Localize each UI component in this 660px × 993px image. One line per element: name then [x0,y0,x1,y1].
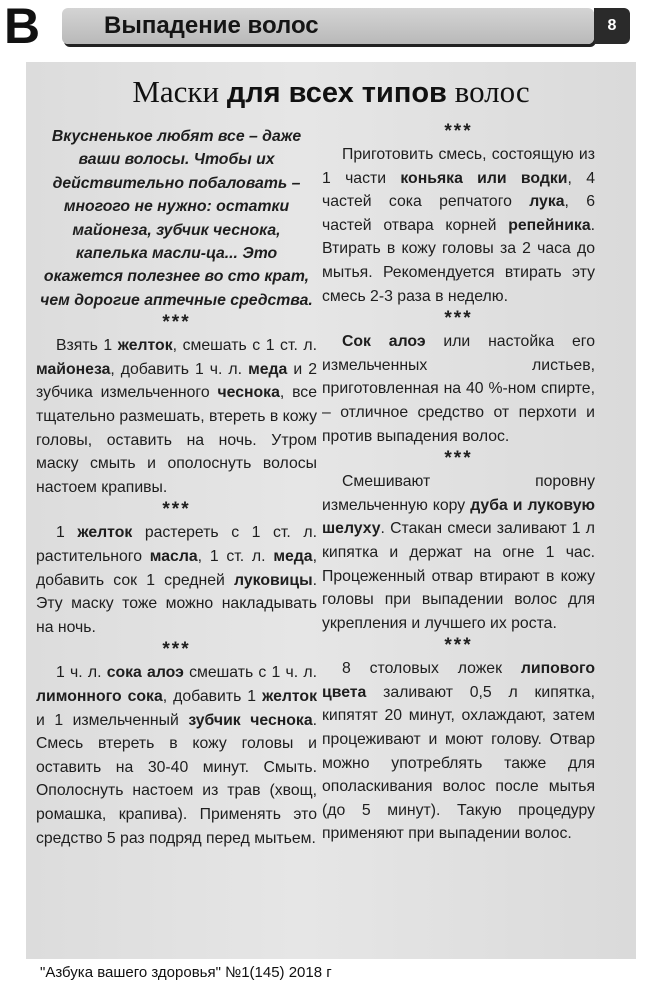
ingredient-bold: лимонного сока [36,687,163,705]
article-title-part2: для всех типов [226,77,447,109]
ingredient-bold: меда [273,548,313,565]
separator-stars: *** [162,499,191,521]
recipe-paragraph [36,661,317,850]
recipe-text: , все тщательно размешать, втереть в кожу головы, оставить на ночь. Утром маску смыть и ополоснуть волосы настоем крапивы. [36,384,317,496]
ingredient-bold: меда [248,360,288,378]
recipe-text: и 1 измельченный [36,711,189,729]
recipe-text: . Смесь втереть в кожу головы и оставить на 30-40 минут. Смыть. Ополоснуть настоем из трав (хвощ, ромашка, крапива). Применять это средство 5 раз подряд перед мытьем. [36,711,318,847]
recipe-text: Приготовить смесь, состоящую из 1 части [322,146,595,187]
recipe-text: , смешать с 1 ст. л. [172,337,317,355]
source-credit: "Азбука вашего здоровья" №1(145) 2018 г [40,964,332,981]
recipe-text: или настойка его измельченных листьев, приготовленная на 40 %-ном спирте, – отличное средство от перхоти и против выпадения волос. [322,333,595,445]
ingredient-bold: дуба и луковую шелуху [322,496,596,538]
page-number: 8 [594,8,630,44]
recipe-text: . Втирать в кожу головы за 2 часа до мытья. Рекомендуется втирать эту смесь 2-3 раза в неделю. [322,216,595,305]
separator-stars: *** [444,308,473,330]
recipe-text: Взять 1 [56,337,118,355]
ingredient-bold: Сок алоэ [342,333,426,351]
article-title-part3: волос [446,74,530,109]
ingredient-bold: сока алоэ [106,664,184,682]
article-title-part1: Маски [132,74,227,109]
right-column [322,121,595,846]
ingredient-bold: чеснока [217,384,280,402]
intro-text: Вкусненькое любят все – даже ваши волосы. Чтобы их действительно побаловать – многого не нужно: остатки майонеза, зубчик чеснока, капелька масли-ца... Это окажется полезнее во сто крат, чем дорогие аптечные средства. [40,128,313,309]
separator-stars: *** [444,635,473,657]
section-title: Выпадение волос [104,12,319,39]
ingredient-bold: луковицы [234,571,313,589]
recipe-paragraph [322,330,595,448]
ingredient-bold: лука [529,193,565,211]
recipe-text: , добавить 1 [162,687,263,705]
recipe-text: , 4 частей сока репчатого [322,169,595,211]
ingredient-bold: репейника [508,216,591,234]
ingredient-bold: масла [149,548,198,565]
recipe-text: и 2 зубчика измельченного [36,360,318,402]
recipe-text: 8 столовых ложек [342,660,521,678]
recipe-text: , 6 частей отвара корней [322,193,595,234]
ingredient-bold: коньяка или водки [400,169,568,187]
recipe-text: растереть с 1 ст. л. растительного [36,524,317,565]
recipe-text: . Стакан смеси заливают 1 л кипятка и держат на огне 1 час. Процеженный отвар втирают в кожу головы при выпадении волос для укрепления и лучшего их роста. [322,520,595,632]
left-column [36,125,317,850]
recipe-paragraph [322,470,595,635]
separator-stars: *** [162,312,191,334]
page-header [0,0,660,54]
recipe-text: , 1 ст. л. [197,548,274,565]
ingredient-bold: желток [117,337,173,355]
ingredient-bold: майонеза [36,360,111,378]
separator-stars: *** [162,639,191,661]
recipe-text: заливают 0,5 л кипятка, кипятят 20 минут, охлаждают, затем процеживают и моют голову. Отвар можно употреблять также для ополаскивания волос после мытья (до 5 минут). Такую процедуру применяют при выпадении волос. [322,683,595,843]
recipe-paragraph [322,657,595,846]
section-letter: В [4,0,41,54]
article-title [26,74,636,111]
ingredient-bold: желток [262,687,317,705]
recipe-paragraph [36,334,317,499]
recipe-paragraph [36,521,317,639]
recipe-text: . Эту маску тоже можно накладывать на ночь. [36,571,317,636]
recipe-text: , добавить 1 ч. л. [110,360,249,378]
recipe-paragraph [322,143,595,308]
separator-stars: *** [444,448,473,470]
ingredient-bold: желток [77,524,133,542]
recipe-text: смешать с 1 ч. л. [183,664,318,682]
separator-stars: *** [444,121,473,142]
recipe-text: 1 ч. л. [56,664,107,682]
recipe-text: 1 [56,524,78,542]
ingredient-bold: липового цвета [322,660,595,701]
recipe-text: , добавить сок 1 средней [36,548,317,589]
recipe-text: Смешивают поровну измельченную кору [322,473,595,514]
ingredient-bold: зубчик чеснока [188,711,313,729]
